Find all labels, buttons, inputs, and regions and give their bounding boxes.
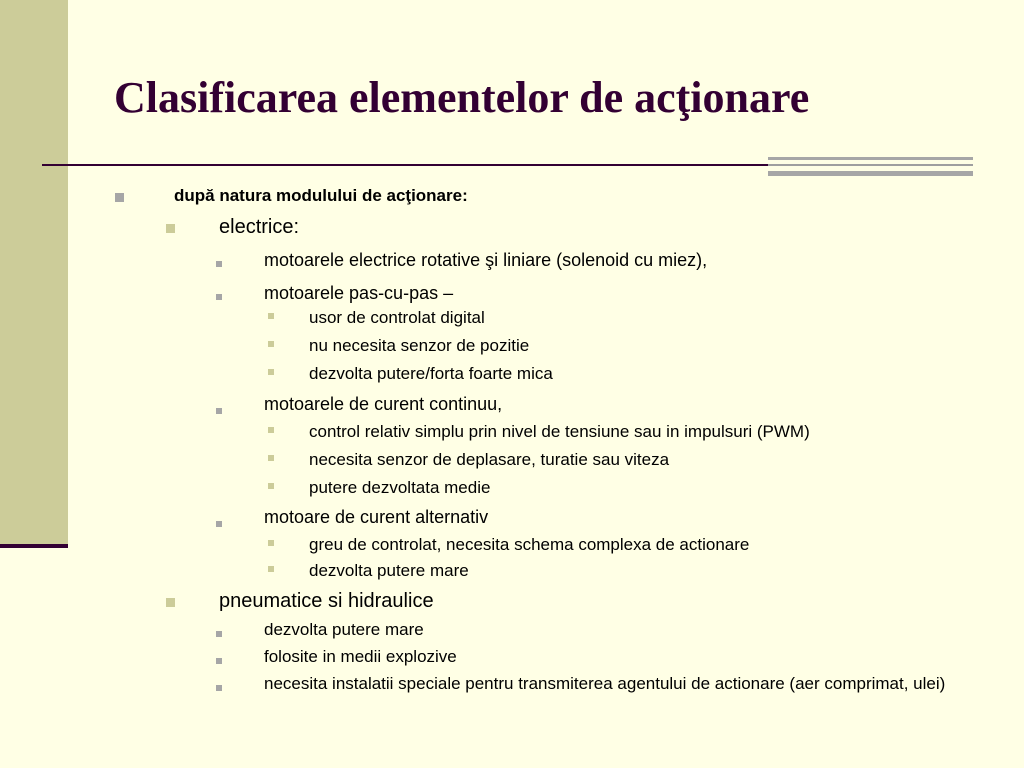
list-item: dezvolta putere mare [264, 620, 424, 639]
decorative-stripe [768, 171, 973, 176]
list-item: motoare de curent alternativ [264, 507, 489, 527]
square-bullet-icon [216, 261, 222, 267]
left-accent-band [0, 0, 68, 544]
list-item: motoarele pas-cu-pas – [264, 283, 454, 303]
square-bullet-icon [268, 483, 274, 489]
square-bullet-icon [268, 566, 274, 572]
square-bullet-icon [268, 313, 274, 319]
list-item: folosite in medii explozive [264, 647, 457, 666]
square-bullet-icon [216, 658, 222, 664]
list-subitem: nu necesita senzor de pozitie [309, 336, 530, 355]
list-subitem: putere dezvoltata medie [309, 478, 491, 497]
square-bullet-icon [115, 193, 124, 202]
square-bullet-icon [268, 369, 274, 375]
square-bullet-icon [268, 455, 274, 461]
list-subitem: greu de controlat, necesita schema complexa de actionare [309, 535, 750, 554]
square-bullet-icon [216, 294, 222, 300]
list-subitem: dezvolta putere mare [309, 561, 469, 580]
title-divider [42, 164, 770, 166]
list-item: motoarele de curent continuu, [264, 394, 503, 414]
decorative-stripe [768, 157, 973, 160]
square-bullet-icon [268, 427, 274, 433]
list-subitem: usor de controlat digital [309, 308, 485, 327]
category-pneumatice: pneumatice si hidraulice [219, 590, 434, 612]
list-subitem: necesita senzor de deplasare, turatie sau viteza [309, 450, 670, 469]
square-bullet-icon [216, 631, 222, 637]
list-subitem: dezvolta putere/forta foarte mica [309, 364, 553, 383]
square-bullet-icon [268, 341, 274, 347]
list-item: motoarele electrice rotative şi liniare (solenoid cu miez), [264, 250, 708, 270]
outline-heading: după natura modulului de acţionare: [174, 186, 468, 205]
square-bullet-icon [216, 521, 222, 527]
square-bullet-icon [216, 408, 222, 414]
square-bullet-icon [216, 685, 222, 691]
square-bullet-icon [268, 540, 274, 546]
square-bullet-icon [166, 598, 175, 607]
square-bullet-icon [166, 224, 175, 233]
left-accent-rule [0, 544, 68, 548]
category-electrice: electrice: [219, 216, 300, 238]
decorative-stripe [768, 164, 973, 166]
list-subitem: control relativ simplu prin nivel de tensiune sau in impulsuri (PWM) [309, 422, 810, 441]
list-item: necesita instalatii speciale pentru transmiterea agentului de actionare (aer comprimat, ulei) [264, 674, 946, 693]
slide-title: Clasificarea elementelor de acţionare [114, 73, 810, 122]
